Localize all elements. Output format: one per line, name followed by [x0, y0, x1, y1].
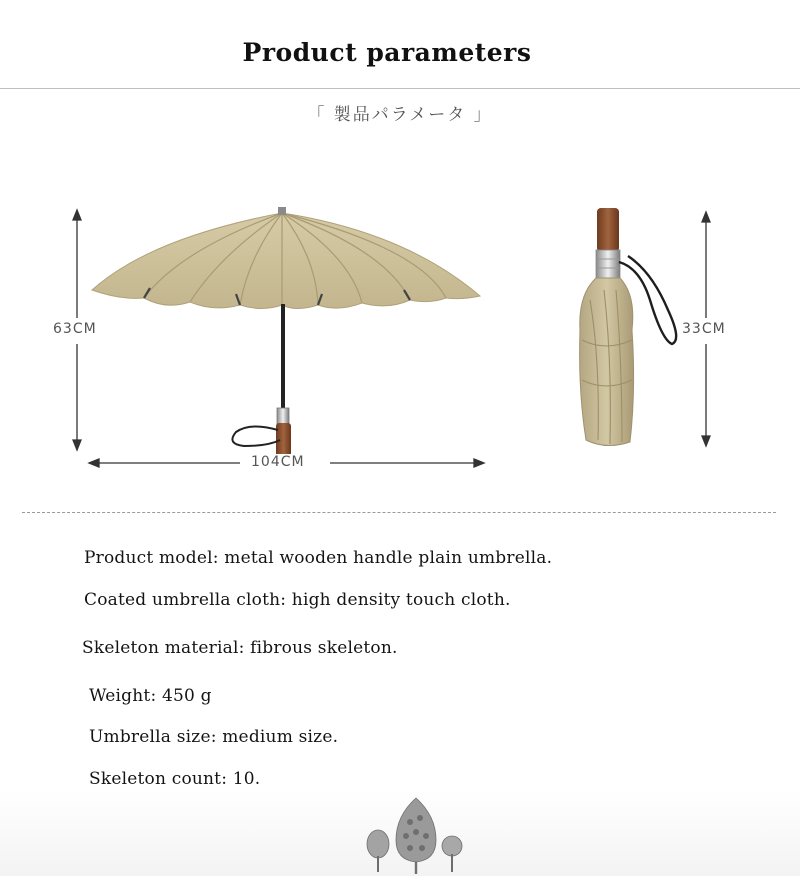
spec-product-model: Product model: metal wooden handle plain umbrella.: [84, 548, 553, 568]
open-width-label: 104CM: [248, 454, 308, 470]
page-title: Product parameters: [242, 38, 532, 67]
section-divider: [22, 512, 776, 513]
spec-weight: Weight: 450 g: [89, 686, 212, 706]
spec-umbrella-size: Umbrella size: medium size.: [89, 727, 339, 747]
spec-skeleton-material: Skeleton material: fibrous skeleton.: [82, 638, 398, 658]
folded-height-label: 33CM: [679, 321, 729, 337]
open-height-label: 63CM: [50, 321, 100, 337]
decorative-trees-icon: [360, 788, 470, 876]
spec-skeleton-count: Skeleton count: 10.: [89, 769, 261, 789]
page-subtitle: 「 製品パラメータ 」: [307, 105, 493, 125]
spec-umbrella-cloth: Coated umbrella cloth: high density touch cloth.: [84, 590, 511, 610]
